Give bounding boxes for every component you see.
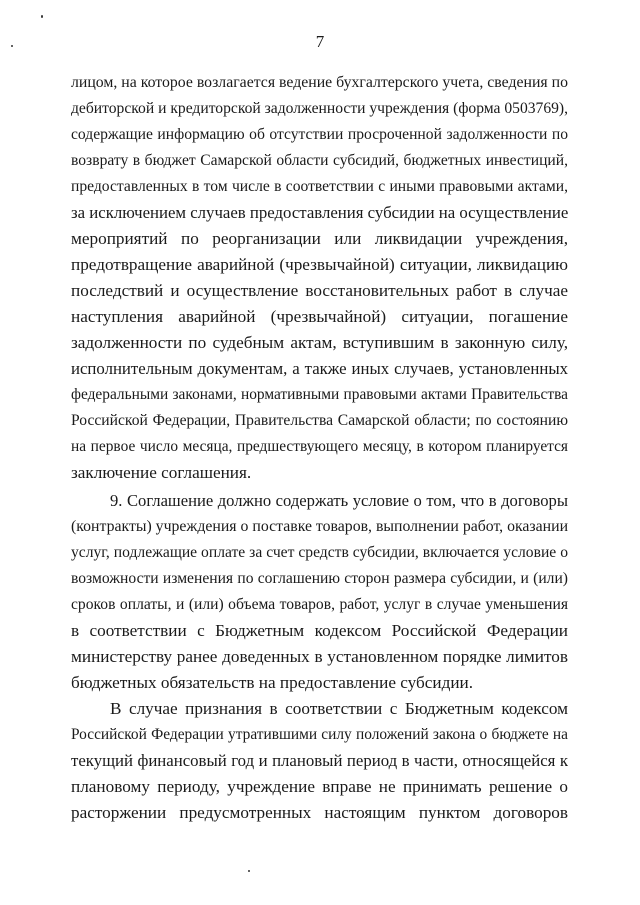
paragraph-line: возврату в бюджет Самарской области субсидий, бюджетных инвестиций, [71,152,568,169]
paragraph-line: сроков оплаты, и (или) объема товаров, работ, услуг в случае уменьшения [71,596,568,613]
paragraph-line: на первое число месяца, предшествующего месяцу, в котором планируется [71,438,568,455]
paragraph-line: исполнительным документам, а также иных случаев, установленных [71,359,568,378]
paragraph-line: за исключением случаев предоставления субсидии на осуществление [71,203,568,222]
paragraph-line: задолженности по судебным актам, вступившим в законную силу, [71,333,568,352]
paragraph-line: возможности изменения по соглашению сторон размера субсидии, и (или) [71,570,568,587]
paragraph-line: предоставленных в том числе в соответствии с иными правовыми актами, [71,178,568,195]
paragraph-line: В случае признания в соответствии с Бюджетным кодексом [110,699,568,718]
paragraph-line: дебиторской и кредиторской задолженности учреждения (форма 0503769), [71,100,568,117]
paragraph-line: услуг, подлежащие оплате за счет средств субсидии, включается условие о [71,544,568,561]
paragraph-line: бюджетных обязательств на предоставление субсидии. [71,673,474,692]
paragraph-line: предотвращение аварийной (чрезвычайной) ситуации, ликвидацию [71,255,568,274]
paragraph-line: лицом, на которое возлагается ведение бухгалтерского учета, сведения по [71,74,568,91]
page-number: 7 [315,32,325,51]
paragraph-line: в соответствии с Бюджетным кодексом Российской Федерации [71,621,568,640]
paragraph-line: мероприятий по реорганизации или ликвидации учреждения, [71,229,568,248]
scan-speck-bottom [248,870,250,872]
paragraph-line: (контракты) учреждения о поставке товаров, выполнении работ, оказании [71,518,568,535]
paragraph-line: текущий финансовый год и плановый период в части, относящейся к [71,751,568,770]
scan-speck-top [41,15,43,18]
paragraph-line: 9. Соглашение должно содержать условие о том, что в договоры [110,491,568,510]
paragraph-line: заключение соглашения. [71,463,252,482]
paragraph-line: министерству ранее доведенных в установленном порядке лимитов [71,647,568,666]
paragraph-line: Российской Федерации, Правительства Самарской области; по состоянию [71,412,568,429]
paragraph-line: наступления аварийной (чрезвычайной) ситуации, погашение [71,307,568,326]
paragraph-line: Российской Федерации утратившими силу положений закона о бюджете на [71,726,568,743]
paragraph-line: содержащие информацию об отсутствии просроченной задолженности по [71,126,568,143]
paragraph-line: плановому периоду, учреждение вправе не принимать решение о [71,777,568,796]
paragraph-line: расторжении предусмотренных настоящим пунктом договоров [71,803,568,822]
paragraph-line: последствий и осуществление восстановительных работ в случае [71,281,568,300]
paragraph-line: федеральными законами, нормативными правовыми актами Правительства [71,386,568,403]
